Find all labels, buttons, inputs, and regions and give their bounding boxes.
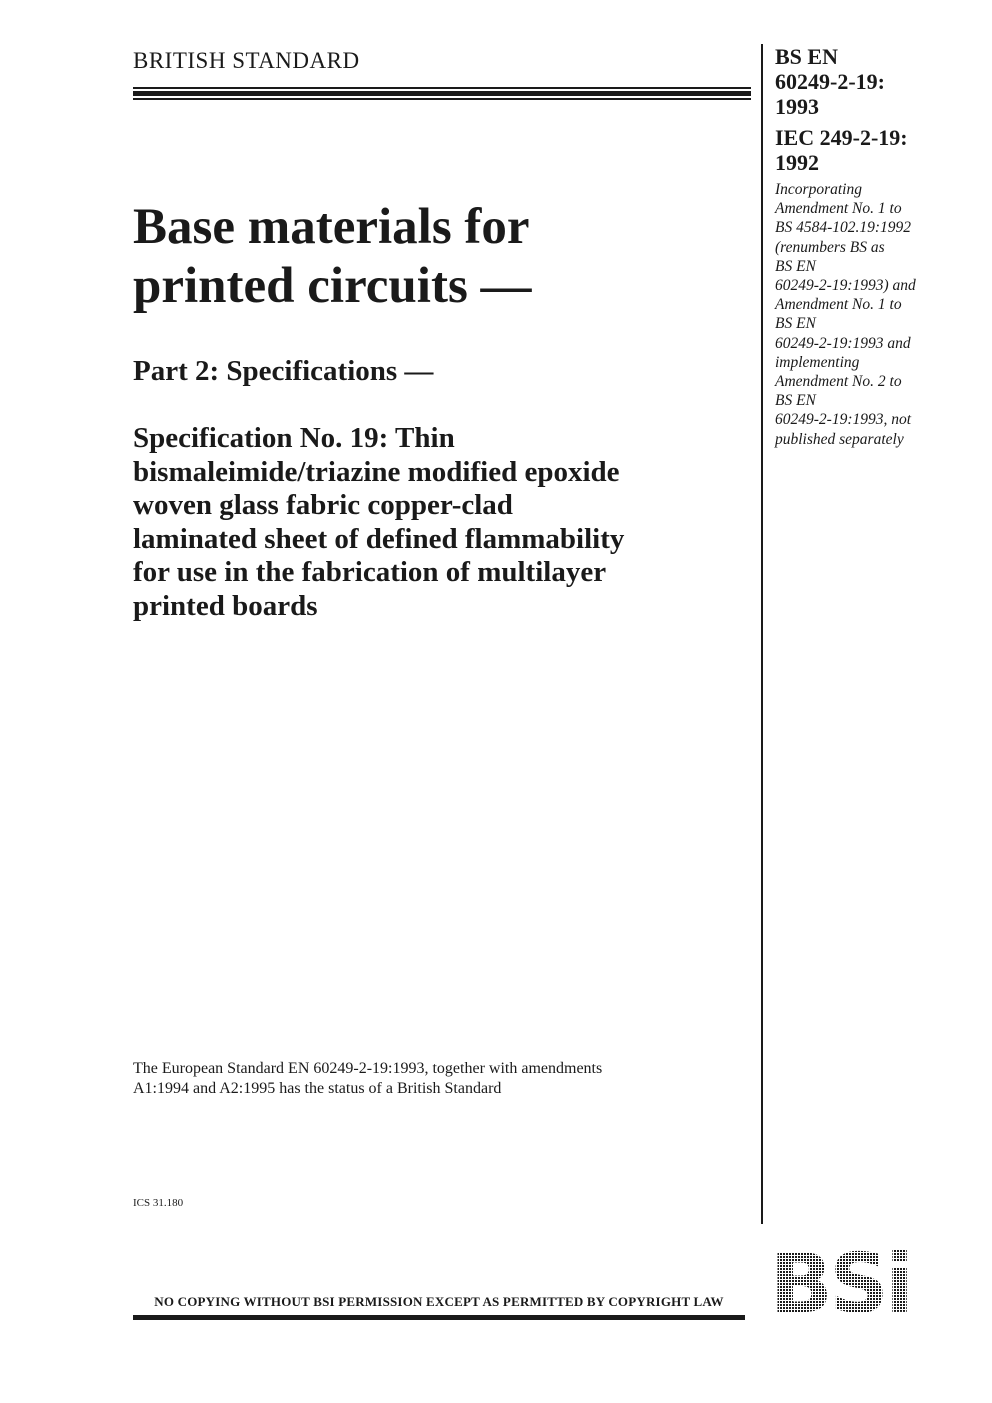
iec-number xyxy=(775,125,975,175)
specification-title xyxy=(133,422,758,623)
amendment-line: 60249-2-19:1993) and xyxy=(775,277,916,295)
amendment-line: (renumbers BS as xyxy=(775,238,885,256)
status-line: A1:1994 and A2:1995 has the status of a British Standard xyxy=(133,1080,502,1097)
amendment-line: BS EN xyxy=(775,392,816,410)
bs-en-line: BS EN xyxy=(775,44,838,69)
iec-line: 1992 xyxy=(775,150,819,175)
spec-title-line: printed boards xyxy=(133,589,318,622)
spec-title-line: bismaleimide/triazine modified epoxide xyxy=(133,455,620,488)
ics-code: ICS 31.180 xyxy=(133,1197,184,1209)
copyright-notice: NO COPYING WITHOUT BSI PERMISSION EXCEPT AS PERMITTED BY COPYRIGHT LAW xyxy=(154,1294,724,1309)
spec-title-line: for use in the fabrication of multilayer xyxy=(133,556,607,588)
amendment-line: implementing xyxy=(775,353,860,371)
amendment-note xyxy=(775,180,955,449)
iec-line: IEC 249-2-19: xyxy=(775,125,908,150)
bsi-logo-icon xyxy=(768,1244,946,1316)
amendment-line: BS EN xyxy=(775,257,816,275)
bs-en-line: 60249-2-19: xyxy=(775,69,885,94)
amendment-line: 60249-2-19:1993 and xyxy=(775,334,911,352)
main-title-line: Base materials for xyxy=(133,199,530,255)
spec-title-line: woven glass fabric copper-clad xyxy=(133,489,513,521)
spec-title-line: laminated sheet of defined flammability xyxy=(133,522,625,555)
bs-en-number xyxy=(775,44,975,119)
main-title-line: printed circuits — xyxy=(133,258,532,314)
part-title: Part 2: Specifications — xyxy=(133,355,434,387)
status-statement xyxy=(133,1059,733,1099)
column-divider xyxy=(761,44,763,1224)
amendment-line: 60249-2-19:1993, not xyxy=(775,411,912,429)
series-label: BRITISH STANDARD xyxy=(133,48,360,73)
amendment-line: BS EN xyxy=(775,315,816,333)
amendment-line: Amendment No. 1 to xyxy=(775,296,902,314)
bs-en-line: 1993 xyxy=(775,94,819,119)
main-title xyxy=(133,198,753,316)
amendment-line: BS 4584-102.19:1992 xyxy=(775,219,912,237)
spec-title-line: Specification No. 19: Thin xyxy=(133,422,455,454)
amendment-line: Amendment No. 2 to xyxy=(775,373,902,391)
footer-rule xyxy=(133,1315,745,1320)
amendment-line: Incorporating xyxy=(775,181,862,198)
amendment-line: Amendment No. 1 to xyxy=(775,200,902,218)
header-rule xyxy=(133,87,751,101)
status-line: The European Standard EN 60249-2-19:1993, together with amendments xyxy=(133,1060,603,1077)
amendment-line: published separately xyxy=(775,430,904,448)
